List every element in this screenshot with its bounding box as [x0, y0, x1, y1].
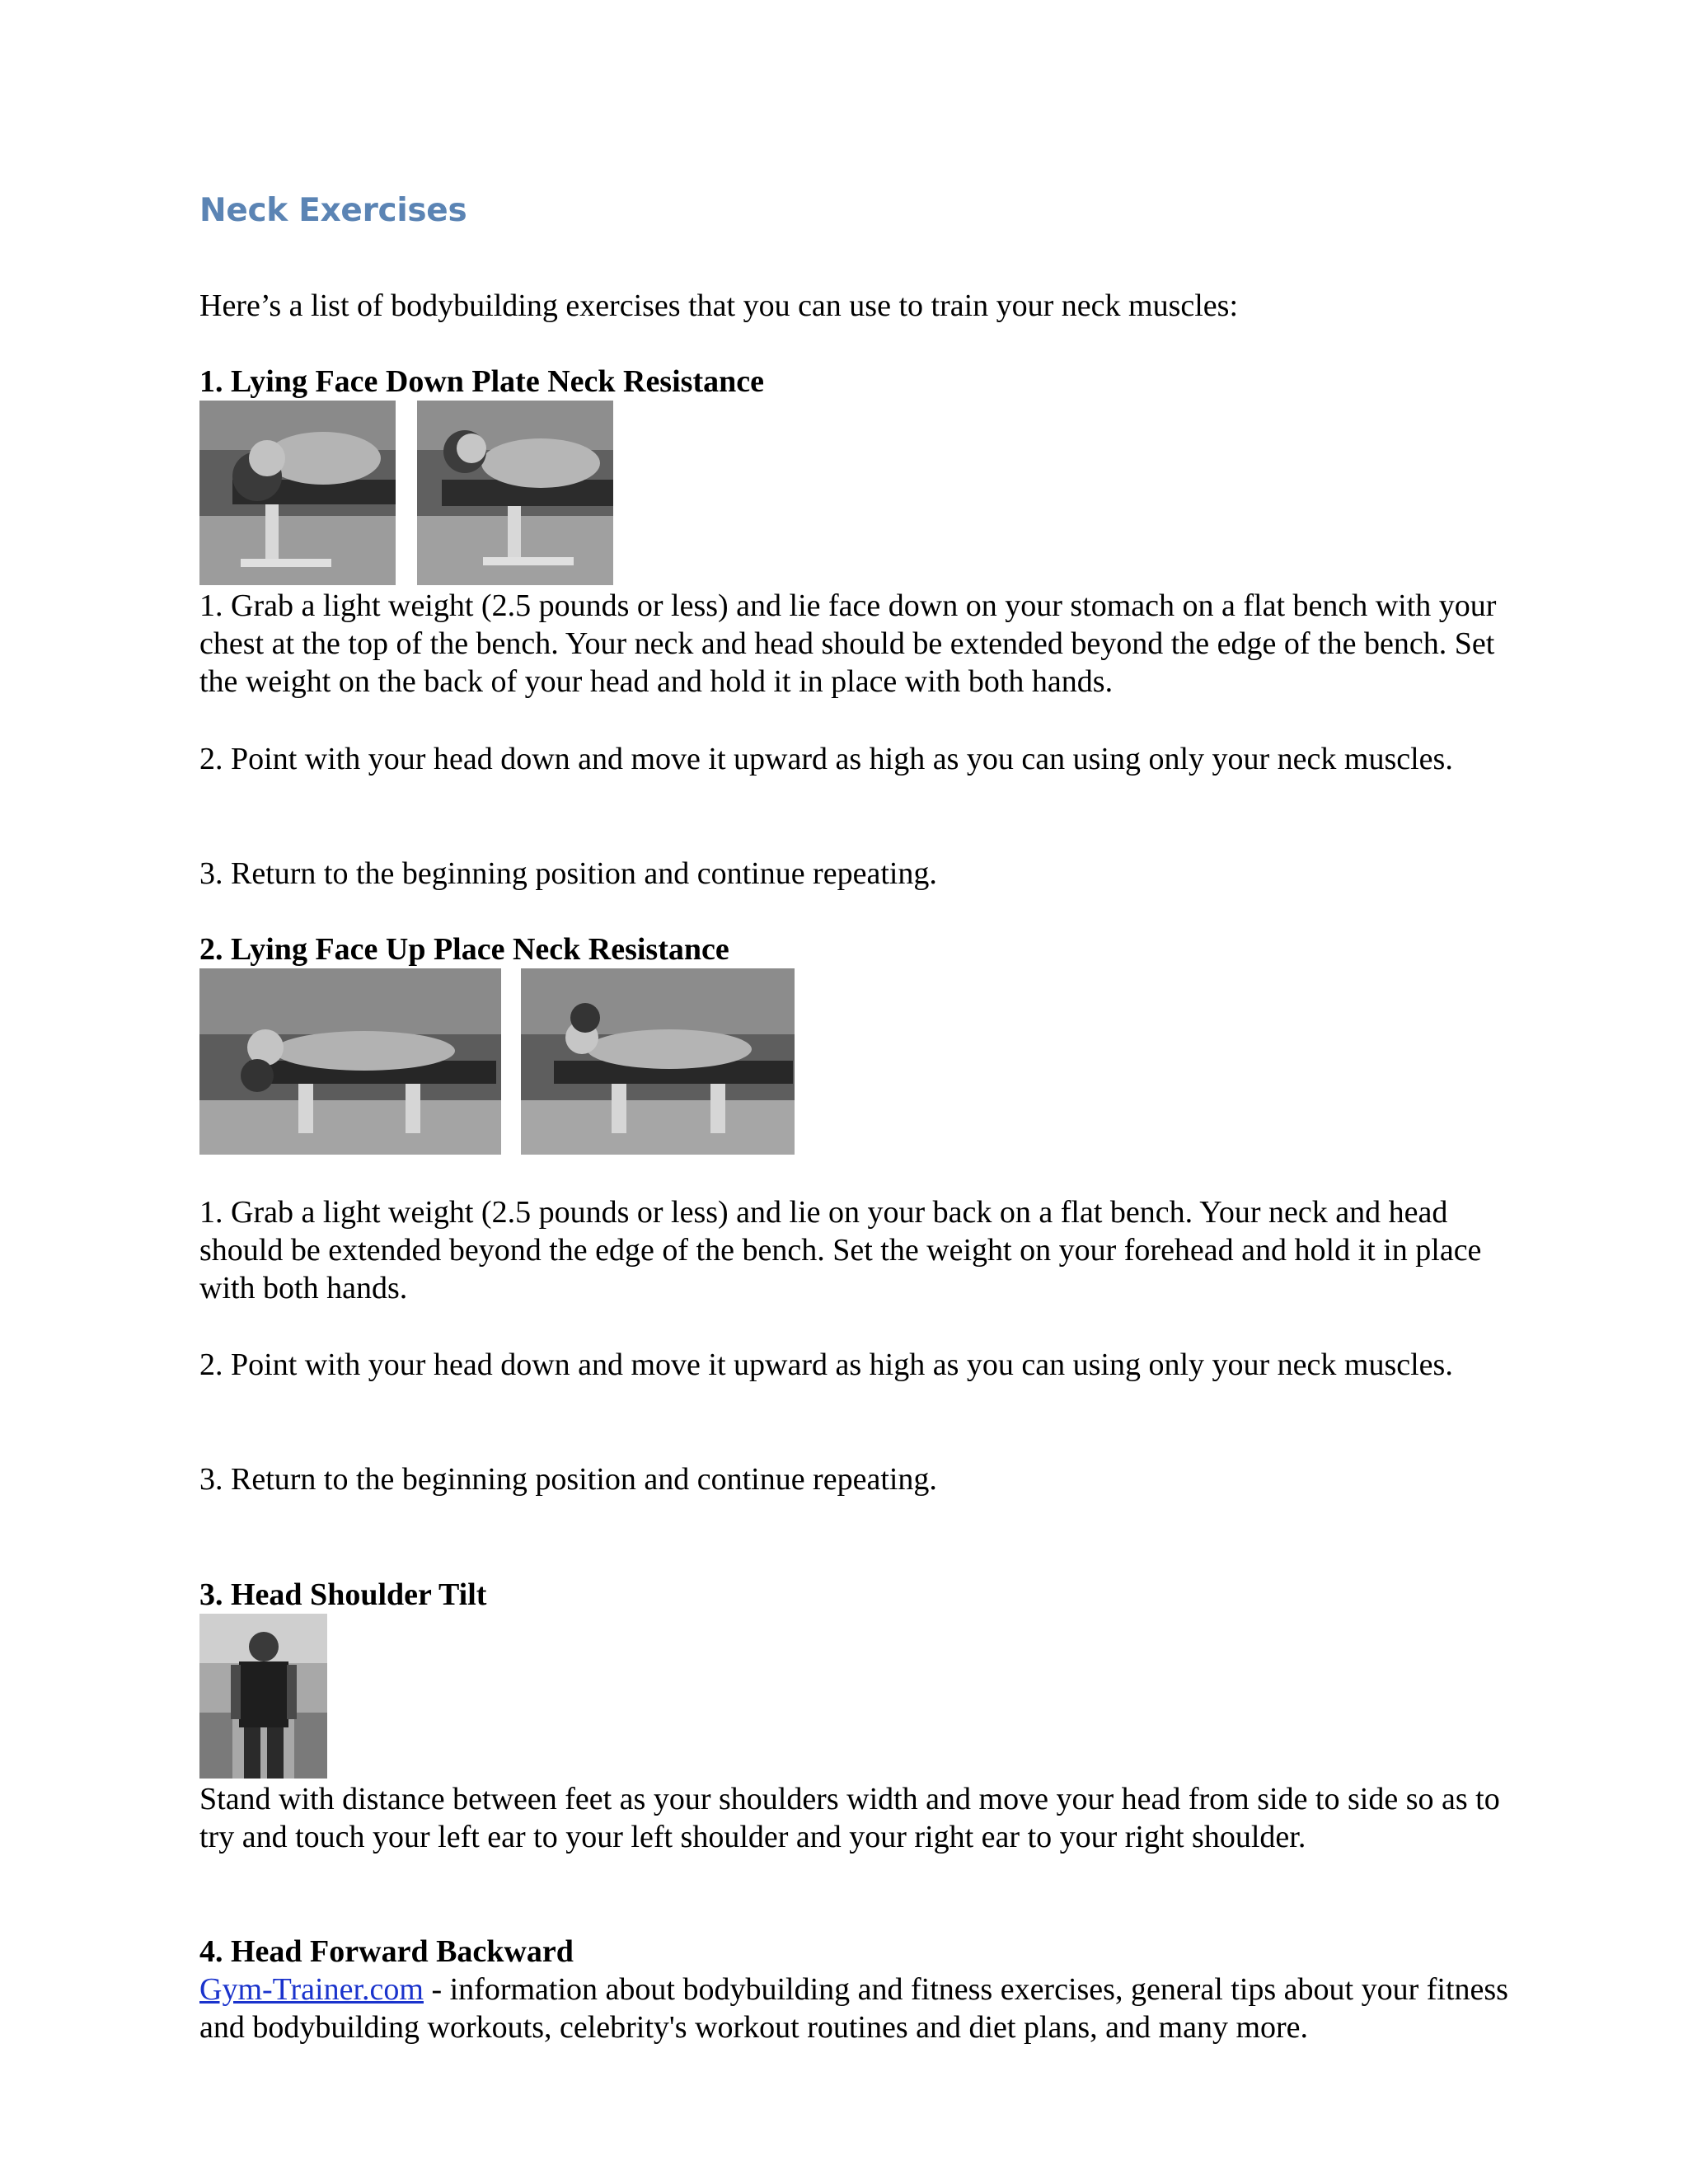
exercise-2-step-2: 2. Point with your head down and move it upward as high as you can using only your neck muscles.: [199, 1347, 1453, 1382]
exercise-2-step-1: 1. Grab a light weight (2.5 pounds or less) and lie on your back on a flat bench. Your neck and head should be extended beyond the edge of the bench. Set the weight on your forehead and hold it in place with both hands.: [199, 1195, 1482, 1305]
gym-trainer-link[interactable]: Gym-Trainer.com: [199, 1972, 424, 2007]
footer-text: [199, 1971, 1518, 2046]
page-title: Neck Exercises: [199, 192, 467, 229]
exercise-1-step-3: 3. Return to the beginning position and continue repeating.: [199, 856, 937, 891]
exercise-2-step-3: 3. Return to the beginning position and continue repeating.: [199, 1462, 937, 1497]
footer-description: - information about bodybuilding and fitness exercises, general tips about your fitness and bodybuilding workouts, celebrity's workout routines and diet plans, and many more.: [199, 1972, 1508, 2045]
exercise-2-photo-a: [199, 968, 501, 1155]
intro-text: Here’s a list of bodybuilding exercises that you can use to train your neck muscles:: [199, 288, 1239, 323]
exercise-1-heading: 1. Lying Face Down Plate Neck Resistance: [199, 364, 764, 399]
exercise-4-heading: 4. Head Forward Backward: [199, 1934, 574, 1969]
exercise-3-photo: [199, 1614, 327, 1779]
exercise-3-heading: 3. Head Shoulder Tilt: [199, 1577, 487, 1612]
exercise-1-photo-b: [417, 401, 613, 585]
exercise-2-heading: 2. Lying Face Up Place Neck Resistance: [199, 932, 729, 967]
exercise-1-photo-a: [199, 401, 396, 585]
exercise-3-description: Stand with distance between feet as your shoulders width and move your head from side to side so as to try and touch your left ear to your left shoulder and your right ear to your right shoulder.: [199, 1782, 1500, 1854]
exercise-1-step-2: 2. Point with your head down and move it upward as high as you can using only your neck muscles.: [199, 742, 1453, 776]
exercise-1-step-1: 1. Grab a light weight (2.5 pounds or less) and lie face down on your stomach on a flat bench with your chest at the top of the bench. Your neck and head should be extended beyond the edge of the bench. Set the weight on the back of your head and hold it in place with both hands.: [199, 588, 1497, 699]
exercise-2-photo-b: [521, 968, 795, 1155]
